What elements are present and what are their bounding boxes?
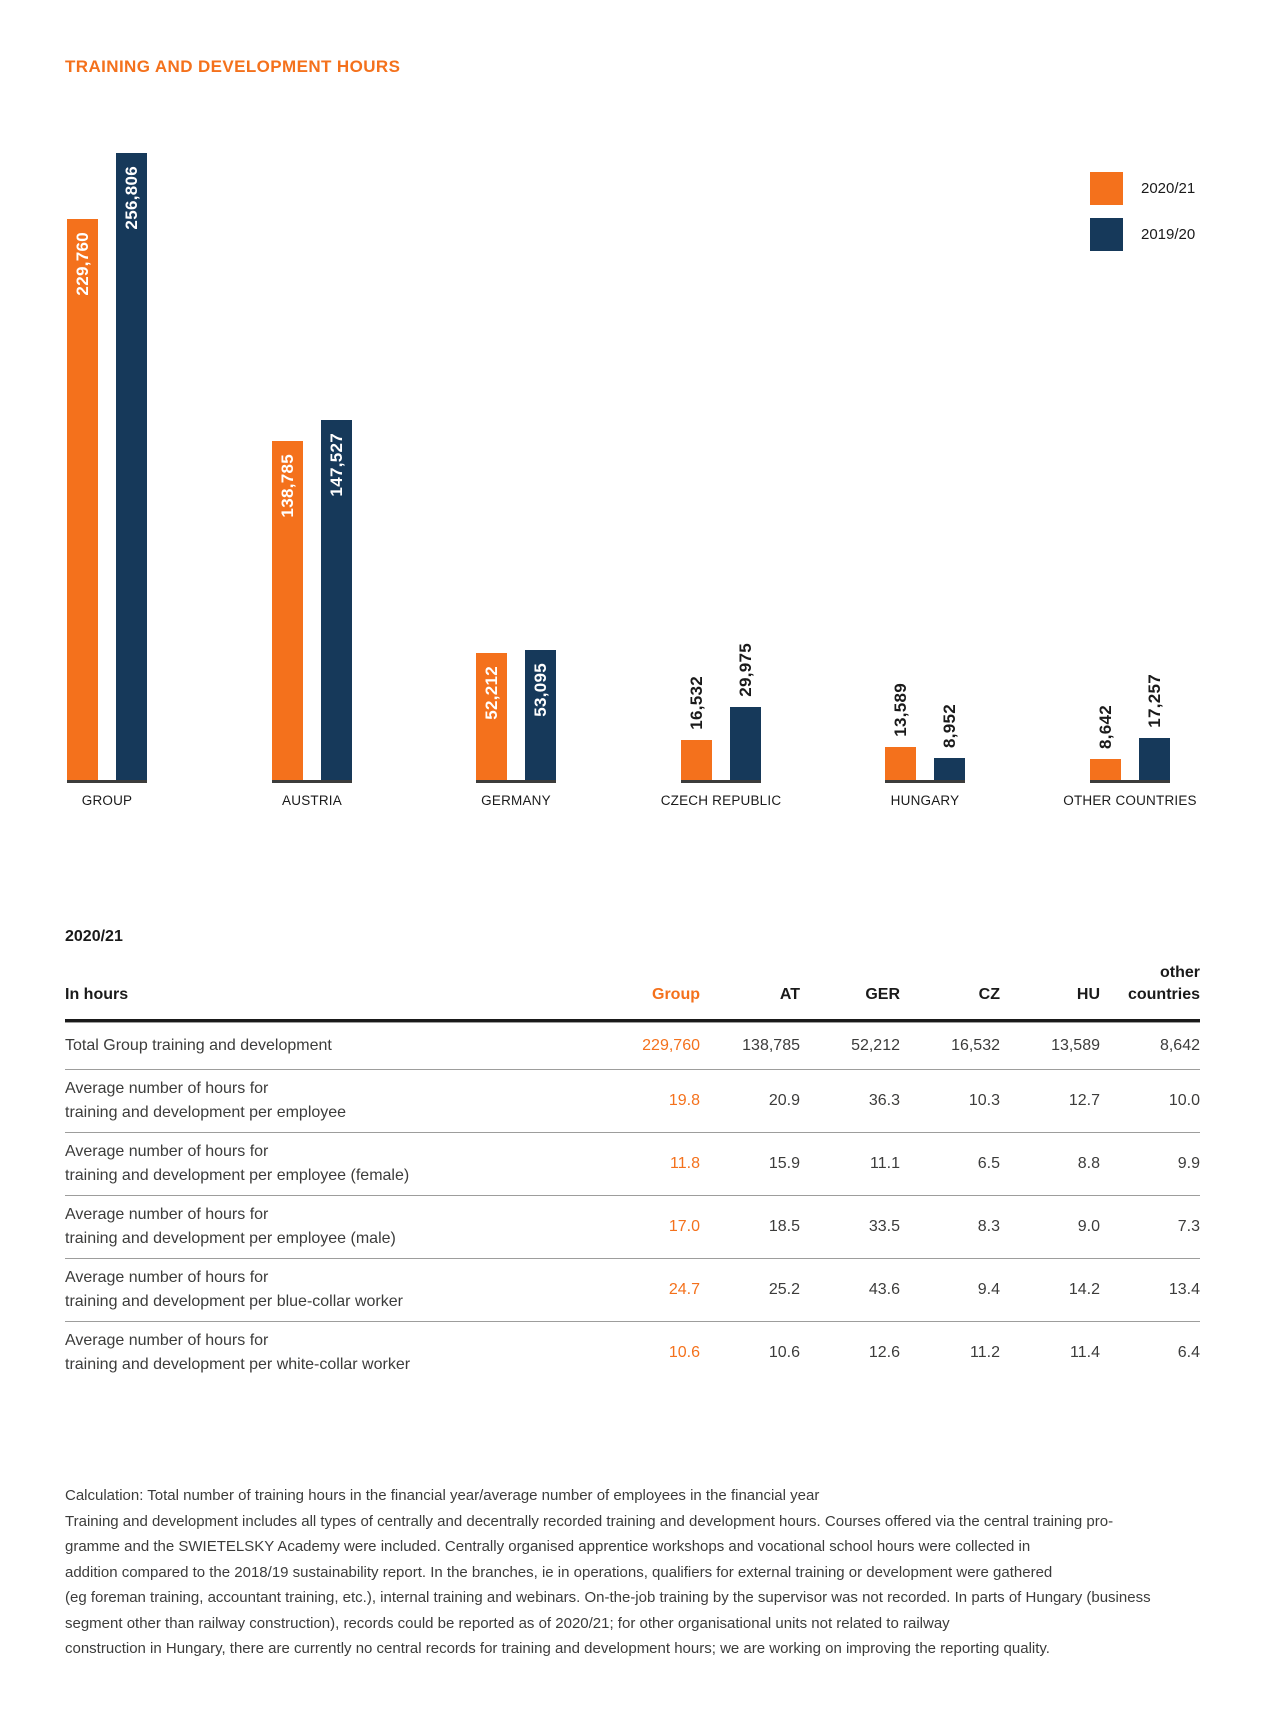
table-row — [65, 1132, 1200, 1195]
table-row-label — [65, 1034, 600, 1058]
table-cell: 9.4 — [977, 1281, 1000, 1298]
table-row-label-line: training and development per employee — [65, 1104, 347, 1121]
bar-2020-21-other-countries — [1090, 704, 1121, 780]
table-header-col-bottom: Group — [652, 986, 700, 1003]
bar-2020-21-group — [67, 219, 98, 780]
table-row — [65, 1195, 1200, 1258]
legend-label-2020-21: 2020/21 — [1141, 180, 1196, 197]
table-cell: 12.7 — [1068, 1092, 1100, 1109]
table-cell: 12.6 — [868, 1344, 900, 1361]
footnote-line: segment other than railway construction), records could be reported as of 2020/21; for other organisational units not related to railway — [65, 1614, 950, 1632]
table-cell: 17.0 — [668, 1218, 700, 1235]
table-cell: 18.5 — [768, 1218, 800, 1235]
category-label-group: GROUP — [81, 793, 133, 808]
legend-item-2020-21 — [1090, 172, 1195, 205]
table-row-label-line: Average number of hours for — [65, 1143, 269, 1160]
table-cell: 13.4 — [1168, 1281, 1200, 1298]
table-row-label-line: Average number of hours for — [65, 1206, 269, 1223]
table-row-label-line: Total Group training and development — [65, 1037, 332, 1054]
table-cell: 10.0 — [1168, 1092, 1200, 1109]
table-cell: 138,785 — [742, 1037, 800, 1054]
bar-group-germany — [476, 153, 556, 808]
bar-value-label: 256,806 — [121, 166, 141, 230]
table-header-in-hours: In hours — [65, 986, 129, 1003]
table-row-label-line: Average number of hours for — [65, 1332, 269, 1349]
table-row-label — [65, 1329, 600, 1377]
table-cell: 11.2 — [970, 1344, 1000, 1361]
table-header-col-bottom: countries — [1127, 986, 1200, 1003]
bar-value-label: 52,212 — [481, 666, 501, 720]
bar-value-label: 13,589 — [890, 683, 910, 737]
table-cell: 11.4 — [1070, 1344, 1100, 1361]
table-cell: 52,212 — [851, 1037, 900, 1054]
table-cell: 10.3 — [968, 1092, 1000, 1109]
table-cell: 9.9 — [1177, 1155, 1200, 1172]
table-header-col-bottom: GER — [865, 986, 900, 1003]
bar-2019-20-group — [116, 153, 147, 780]
bar-2020-21-czech-republic — [681, 676, 712, 780]
category-label-hungary: HUNGARY — [890, 793, 960, 808]
footnote-line: Training and development includes all types of centrally and decentrally recorded training and development hours. Courses offered via the central training pro- — [65, 1512, 1114, 1530]
table-row — [65, 1258, 1200, 1321]
table-cell: 25.2 — [768, 1281, 800, 1298]
legend-swatch-2019-20 — [1090, 218, 1123, 251]
table-cell: 16,532 — [951, 1037, 1000, 1054]
table-cell: 20.9 — [768, 1092, 800, 1109]
footnote-line: Calculation: Total number of training hours in the financial year/average number of employees in the financial year — [65, 1487, 820, 1504]
bar-group-austria — [272, 153, 352, 808]
page-title: TRAINING AND DEVELOPMENT HOURS — [65, 57, 401, 76]
bar-group-czech-republic — [660, 153, 782, 808]
legend-item-2019-20 — [1090, 218, 1195, 251]
table-row — [65, 1022, 1200, 1069]
hours-data-table — [65, 962, 1200, 1384]
footnote-line: construction in Hungary, there are currently no central records for training and development hours; we are working on improving the reporting quality. — [65, 1640, 1050, 1657]
table-header-col-bottom: CZ — [978, 986, 1000, 1003]
category-label-germany: GERMANY — [481, 793, 551, 808]
table-cell: 19.8 — [668, 1092, 700, 1109]
bar-2019-20-hungary — [934, 703, 965, 780]
table-cell: 43.6 — [868, 1281, 900, 1298]
table-cell: 11.1 — [870, 1155, 900, 1172]
table-header-col-at — [700, 984, 800, 1006]
bar-2019-20-austria — [321, 420, 352, 780]
bar-value-label: 8,952 — [939, 703, 959, 748]
table-header-col-countries — [1100, 962, 1200, 1006]
table-row-label — [65, 1077, 600, 1125]
table-header-row — [65, 962, 1200, 1022]
table-header-col-top: other — [1160, 964, 1200, 981]
bar-value-label: 29,975 — [735, 643, 755, 697]
table-cell: 7.3 — [1177, 1218, 1200, 1235]
table-cell: 15.9 — [768, 1155, 800, 1172]
table-cell: 36.3 — [868, 1092, 900, 1109]
table-row-label-line: training and development per employee (male) — [65, 1230, 396, 1247]
table-row-label-line: training and development per blue-collar worker — [65, 1293, 403, 1310]
bar-2020-21-hungary — [885, 683, 916, 780]
table-header-col-cz — [900, 984, 1000, 1006]
table-row — [65, 1069, 1200, 1132]
table-cell: 33.5 — [868, 1218, 900, 1235]
table-row — [65, 1321, 1200, 1384]
table-row-label — [65, 1266, 600, 1314]
bar-value-label: 138,785 — [277, 454, 297, 518]
table-header-col-bottom: HU — [1076, 986, 1100, 1003]
category-label-czech-republic: CZECH REPUBLIC — [660, 793, 782, 808]
legend-label-2019-20: 2019/20 — [1141, 226, 1196, 243]
table-row-label-line: training and development per employee (female) — [65, 1167, 410, 1184]
table-row-label — [65, 1140, 600, 1188]
table-cell: 6.5 — [977, 1155, 1000, 1172]
chart-legend — [1090, 172, 1195, 251]
table-cell: 10.6 — [768, 1344, 800, 1361]
bar-value-label: 53,095 — [530, 663, 550, 717]
table-cell: 8,642 — [1159, 1037, 1200, 1054]
footnote-line: gramme and the SWIETELSKY Academy were included. Centrally organised apprentice workshops and vocational school hours were collected in — [65, 1538, 1031, 1555]
table-cell: 13,589 — [1051, 1037, 1100, 1054]
table-header-col-bottom: AT — [779, 986, 800, 1003]
bar-value-label: 229,760 — [72, 232, 92, 296]
training-hours-bar-chart — [65, 153, 1220, 808]
bar-2020-21-germany — [476, 653, 507, 780]
bar-value-label: 147,527 — [326, 433, 346, 497]
footnote — [65, 1483, 1235, 1662]
legend-swatch-2020-21 — [1090, 172, 1123, 205]
table-section — [65, 928, 1200, 1384]
bar-group-group — [67, 153, 147, 808]
table-cell: 11.8 — [670, 1155, 700, 1172]
bar-2019-20-czech-republic — [730, 643, 761, 780]
table-row-label-line: Average number of hours for — [65, 1080, 269, 1097]
table-header-col-ger — [800, 984, 900, 1006]
bar-value-label: 8,642 — [1095, 704, 1115, 749]
footnote-line: addition compared to the 2018/19 sustainability report. In the branches, ie in operations, qualifiers for external training or development were gathered — [65, 1563, 1053, 1581]
table-header-col-group — [600, 984, 700, 1006]
category-label-austria: AUSTRIA — [282, 793, 342, 808]
bar-2019-20-other-countries — [1139, 674, 1170, 780]
table-cell: 8.3 — [977, 1218, 1000, 1235]
bar-2020-21-austria — [272, 441, 303, 780]
table-cell: 8.8 — [1077, 1155, 1100, 1172]
table-cell: 9.0 — [1077, 1218, 1100, 1235]
table-section-title: 2020/21 — [65, 928, 123, 945]
table-cell: 229,760 — [642, 1037, 700, 1054]
footnote-line: (eg foreman training, accountant training, etc.), internal training and webinars. On-the-job training by the supervisor was not recorded. In parts of Hungary (business — [65, 1589, 1151, 1606]
category-label-other-countries: OTHER COUNTRIES — [1063, 793, 1197, 808]
table-header-col-hu — [1000, 984, 1100, 1006]
table-cell: 10.6 — [668, 1344, 700, 1361]
table-cell: 24.7 — [668, 1281, 700, 1298]
bar-value-label: 16,532 — [686, 676, 706, 730]
bar-group-hungary — [885, 153, 965, 808]
table-cell: 14.2 — [1068, 1281, 1100, 1298]
table-cell: 6.4 — [1177, 1344, 1200, 1361]
bar-2019-20-germany — [525, 650, 556, 780]
table-row-label — [65, 1203, 600, 1251]
bar-value-label: 17,257 — [1144, 674, 1164, 728]
table-row-label-line: training and development per white-collar worker — [65, 1356, 411, 1373]
table-row-label-line: Average number of hours for — [65, 1269, 269, 1286]
